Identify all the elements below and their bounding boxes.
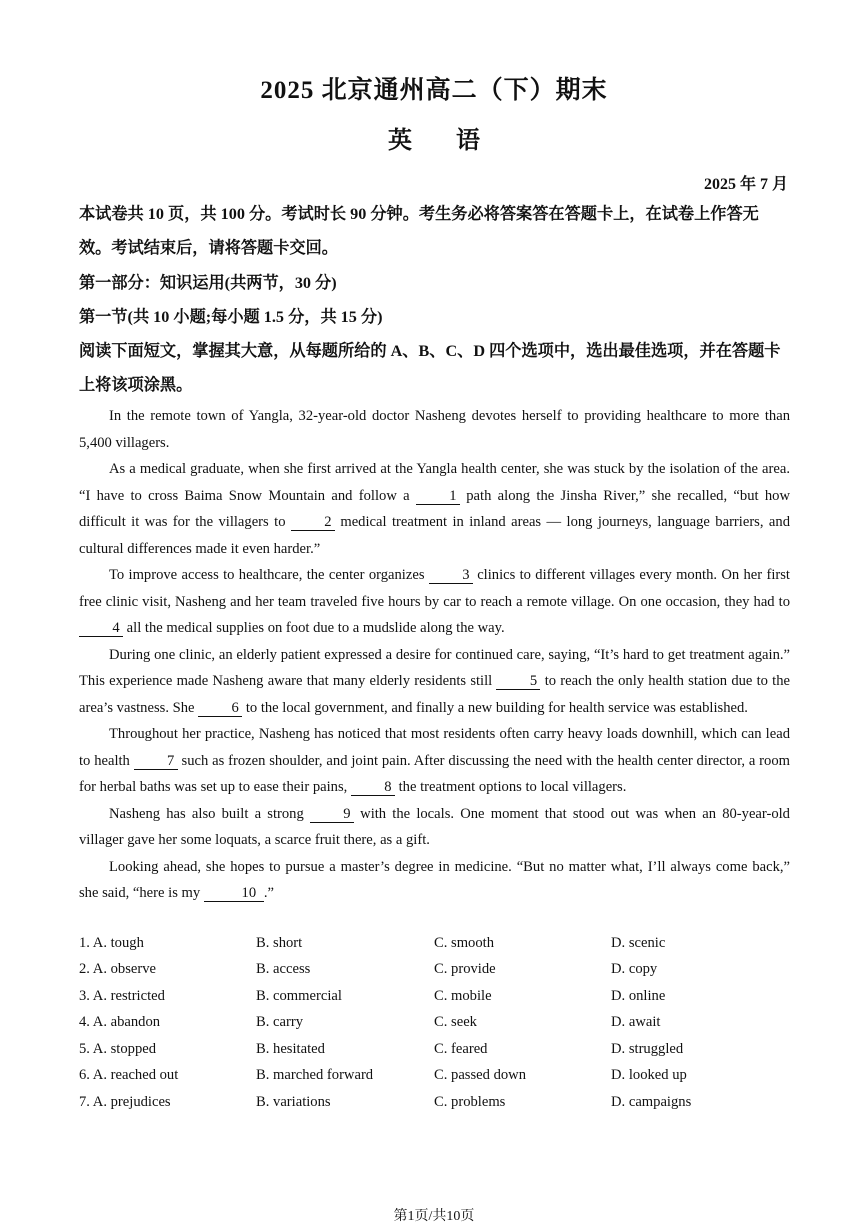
subject-char-2: 语 [456, 128, 480, 154]
options-row-3 [79, 983, 731, 1010]
options-row-2 [79, 957, 731, 984]
text-segment: to reach the only health station due to the area’s vastness. She [79, 673, 791, 716]
blank-6: 6 [198, 700, 242, 717]
option-c: C. smooth [434, 934, 495, 951]
option-d: D. scenic [611, 934, 666, 951]
subject-char-1: 英 [388, 128, 412, 154]
option-d: D. struggled [611, 1040, 684, 1057]
page-number: 第1页/共10页 [393, 1209, 475, 1224]
option-a: 1. A. tough [79, 934, 144, 951]
option-b: B. variations [256, 1093, 331, 1110]
blank-4: 4 [79, 620, 123, 637]
subject-title [0, 120, 868, 155]
option-a: 2. A. observe [79, 961, 157, 978]
text-segment: the treatment options to local villagers. [398, 779, 627, 795]
text-segment: all the medical supplies on foot due to a mudslide along the way. [126, 620, 505, 636]
options-row-5 [79, 1036, 731, 1063]
text-segment: Looking ahead, she hopes to pursue a master’s degree in medicine. “But no matter what, I’ll always come back,” she said, “here is my [79, 858, 790, 901]
options-row-4 [79, 1010, 731, 1037]
option-b: B. marched forward [256, 1067, 374, 1084]
text-segment: Nasheng has also built a strong [109, 805, 304, 822]
answer-options [79, 930, 731, 1116]
text-segment: Throughout her practice, Nasheng has noticed that most residents often carry heavy loads downhill, which can lead to health [79, 726, 790, 769]
option-d: D. looked up [611, 1067, 687, 1084]
blank-5: 5 [496, 673, 540, 690]
option-a: 6. A. reached out [79, 1067, 179, 1084]
option-c: C. passed down [434, 1067, 527, 1084]
option-a: 5. A. stopped [79, 1040, 157, 1057]
option-a: 3. A. restricted [79, 987, 165, 1004]
text-segment: During one clinic, an elderly patient expressed a desire for continued care, saying, “It’s hard to get treatment again.” This experience made Nasheng aware that many elderly residents still [79, 646, 790, 689]
option-c: C. seek [434, 1014, 477, 1031]
option-d: D. await [611, 1014, 661, 1031]
text-segment: .” [263, 885, 274, 901]
option-b: B. short [256, 934, 303, 951]
text-segment: medical treatment in inland areas — long journeys, language barriers, and cultural differences made it even harder.” [79, 514, 791, 557]
paragraph-5 [79, 721, 790, 801]
blank-9: 9 [310, 806, 354, 823]
paragraph-3 [79, 562, 790, 642]
text-segment: with the locals. One moment that stood out was when an 80-year-old villager gave her some loquats, a scarce fruit there, as a gift. [79, 805, 790, 848]
text-segment: clinics to different villages every month. On her first free clinic visit, Nasheng and her team traveled five hours by car to reach a remote village. On one occasion, they had to [79, 567, 790, 610]
paragraph-1: In the remote town of Yangla, 32-year-old doctor Nasheng devotes herself to providing healthcare to more than 5,400 villagers. [79, 408, 790, 451]
option-a: 7. A. prejudices [79, 1093, 171, 1110]
text-segment: to the local government, and finally a new building for health service was established. [245, 699, 748, 716]
option-d: D. copy [611, 961, 658, 978]
paragraph-4 [79, 642, 790, 722]
option-a: 4. A. abandon [79, 1014, 161, 1031]
options-row-7 [79, 1089, 731, 1116]
blank-7: 7 [134, 753, 178, 770]
text-segment: To improve access to healthcare, the center organizes [109, 567, 425, 583]
exam-title: 2025 北京通州高二（下）期末 [260, 77, 608, 104]
reading-passage [79, 403, 790, 907]
option-c: C. provide [434, 961, 496, 978]
text-segment: such as frozen shoulder, and joint pain. After discussing the need with the health center director, a room for herbal baths was set up to ease their pains, [79, 752, 790, 795]
options-row-6 [79, 1063, 731, 1090]
option-d: D. campaigns [611, 1093, 692, 1110]
exam-instructions: 本试卷共 10 页，共 100 分。考试时长 90 分钟。考生务必将答案答在答题卡上，在试卷上作答无效。考试结束后，请将答题卡交回。 [79, 205, 759, 257]
text-segment: path along the Jinsha River,” she recalled, “but how difficult it was for the villagers to [79, 487, 790, 530]
option-b: B. commercial [256, 987, 342, 1004]
text-segment: As a medical graduate, when she first arrived at the Yangla health center, she was stuck by the isolation of the area. “I have to cross Baima Snow Mountain and follow a [79, 461, 790, 504]
paragraph-7 [79, 854, 790, 907]
blank-3: 3 [429, 567, 473, 584]
option-c: C. problems [434, 1093, 506, 1110]
blank-2: 2 [291, 514, 335, 531]
option-b: B. hesitated [256, 1040, 325, 1057]
option-c: C. mobile [434, 987, 492, 1004]
paragraph-6 [79, 801, 790, 854]
blank-8: 8 [351, 779, 395, 796]
paragraph-2 [79, 456, 790, 562]
option-c: C. feared [434, 1040, 488, 1057]
directions: 阅读下面短文，掌握其大意，从每题所给的 A、B、C、D 四个选项中，选出最佳选项，并在答题卡上将该项涂黑。 [79, 342, 781, 394]
blank-10: 10 [204, 885, 264, 902]
option-b: B. access [256, 961, 311, 978]
option-b: B. carry [256, 1014, 304, 1031]
exam-date: 2025 年 7 月 [703, 176, 788, 193]
part-heading: 第一部分：知识运用(共两节，30 分) [79, 274, 337, 292]
option-d: D. online [611, 987, 666, 1004]
section-heading: 第一节(共 10 小题;每小题 1.5 分，共 15 分) [79, 308, 383, 326]
blank-1: 1 [416, 488, 460, 505]
options-row-1 [79, 930, 731, 957]
